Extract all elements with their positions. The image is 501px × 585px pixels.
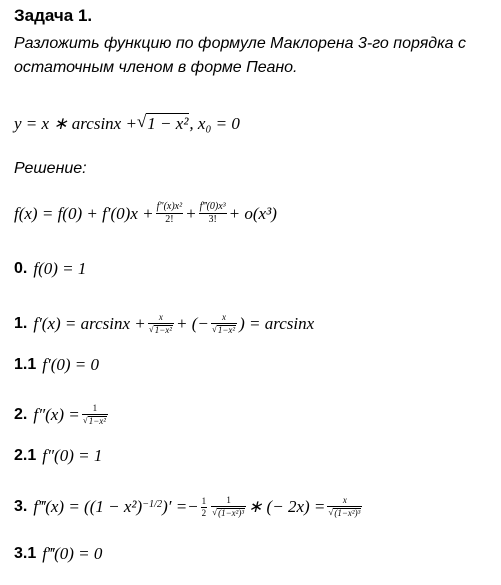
step-middle-2: ∗ (− 2x) = <box>248 497 326 516</box>
sqrt-icon: √ <box>82 415 88 425</box>
maclaurin-lhs: f(x) = f(0) + f′(0)x + <box>14 203 154 223</box>
fraction-denominator <box>211 325 237 335</box>
fraction <box>211 496 246 518</box>
fraction-numerator: 1 <box>226 495 231 505</box>
step-3: 3. f‴(x) = ((1 − x²) $^{-1/2}$ )′ =− $\frac{1}{2}$ 1 √ (1−x²)³ ∗ (− 2x) = x √ (1−x²)³ <box>14 495 361 518</box>
fraction-denominator <box>148 325 174 335</box>
third-order-term <box>199 202 227 225</box>
step-3-1 <box>14 544 102 564</box>
fraction-numerator: f‴(0)x³ <box>199 201 226 212</box>
solution-heading: Решение: <box>14 160 87 177</box>
plus-sign: + <box>185 203 197 223</box>
fraction-denominator: 3! <box>208 214 217 225</box>
step-expression: f‴(0) = 0 <box>42 544 103 563</box>
task-statement: Разложить функцию по формуле Маклорена 3-го порядка с остаточным членом в форме Пеано. <box>14 35 466 76</box>
half-fraction <box>201 497 208 518</box>
maclaurin-formula <box>14 202 277 225</box>
step-lhs: f‴(x) = ((1 − x²) <box>33 497 143 516</box>
sqrt-icon: √ <box>211 324 217 334</box>
sqrt-icon: √ <box>148 324 154 334</box>
step-expression: f″(0) = 1 <box>42 446 103 465</box>
step-rhs: ) = arcsinx <box>239 314 315 333</box>
fraction-numerator: x <box>221 312 226 322</box>
fraction <box>327 496 362 518</box>
sqrt-icon: √ <box>212 507 218 517</box>
fraction-denominator <box>327 508 362 518</box>
step-label: 3.1 <box>14 545 37 562</box>
fraction-numerator: f″(x)x² <box>156 201 183 212</box>
step-expression: f′(0) = 0 <box>42 355 99 374</box>
sqrt-radicand: (1−x²)³ <box>218 508 245 518</box>
fraction-denominator <box>82 416 108 426</box>
step-label: 0. <box>14 260 28 277</box>
second-order-term <box>156 202 183 225</box>
step-2 <box>14 404 110 426</box>
fraction <box>148 313 174 335</box>
fraction-numerator: x <box>158 312 163 322</box>
sqrt-radicand: 1−x² <box>154 325 172 335</box>
sqrt-icon: √ <box>328 507 334 517</box>
function-formula <box>14 113 240 134</box>
step-lhs: f″(x) = <box>33 405 80 424</box>
fraction-numerator: 1 <box>92 403 98 413</box>
step-label: 2.1 <box>14 447 37 464</box>
remainder-term: + o(x³) <box>228 203 277 223</box>
sqrt-radicand: 1−x² <box>88 416 106 426</box>
fraction <box>82 404 108 426</box>
step-expression: f(0) = 1 <box>33 259 87 278</box>
fraction-denominator: 2! <box>165 214 174 225</box>
function-lhs: y = x ∗ arcsinx + <box>14 113 137 133</box>
step-label: 2. <box>14 406 28 423</box>
step-1-1 <box>14 355 99 375</box>
step-0 <box>14 259 86 279</box>
fraction-numerator: x <box>342 495 347 505</box>
step-label: 1. <box>14 315 28 332</box>
sqrt-radicand: 1−x² <box>217 325 236 335</box>
step-lhs: f′(x) = arcsinx + <box>33 314 146 333</box>
fraction-denominator: 2 <box>201 507 207 518</box>
step-label: 1.1 <box>14 356 37 373</box>
fraction-denominator <box>211 508 246 518</box>
sqrt-icon: √ <box>136 112 147 131</box>
fraction-numerator: 1 <box>201 495 207 506</box>
step-2-1 <box>14 446 102 466</box>
sqrt-radicand: 1 − x² <box>147 114 189 133</box>
fraction <box>211 313 237 335</box>
expansion-point: , x₀ = 0 <box>189 113 240 133</box>
task-title: Задача 1. <box>14 6 93 25</box>
step-label: 3. <box>14 498 28 515</box>
sqrt-term <box>137 113 189 134</box>
step-middle: )′ =− <box>162 497 199 516</box>
step-1 <box>14 313 314 335</box>
sqrt-radicand: (1−x²)³ <box>334 508 361 518</box>
step-middle: + (− <box>176 314 209 333</box>
